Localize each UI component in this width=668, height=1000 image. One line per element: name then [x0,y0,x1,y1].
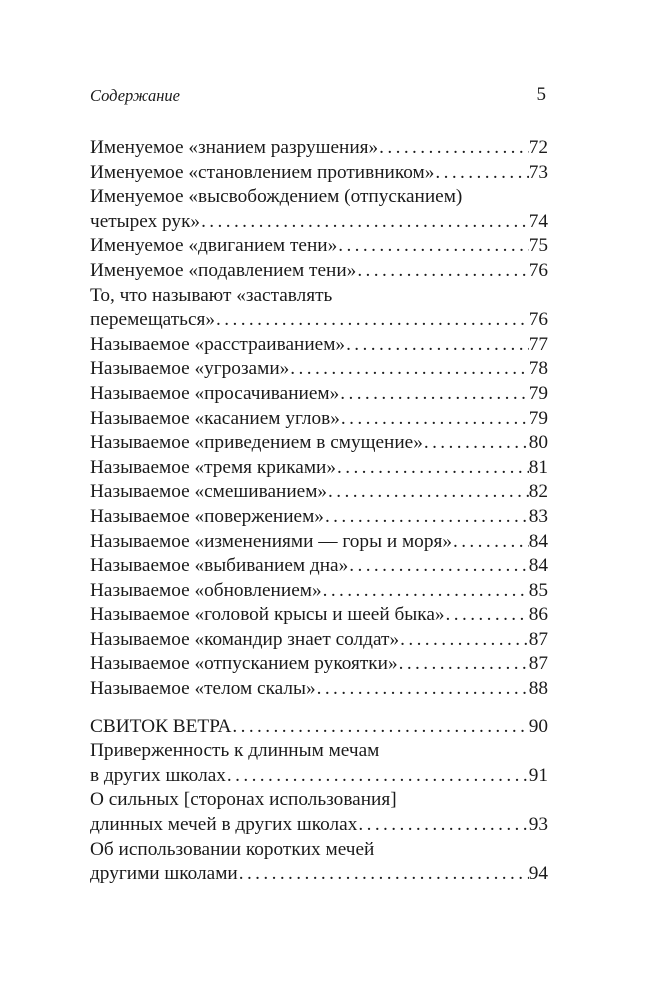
toc-entry-title: длинных мечей в других школах [90,814,358,836]
toc-entry-line [90,505,548,530]
toc-entry-page: 93 [528,814,548,836]
dot-leader [356,259,528,284]
dot-leader [316,677,529,702]
toc-entry-title: Об использовании коротких мечей [90,838,375,860]
toc-entry-title: Именуемое «становлением противником» [90,161,435,183]
toc-entry [90,628,548,653]
toc-entry-line [90,579,548,604]
dot-leader [200,210,529,235]
toc-entry-title: Приверженность к длинным мечам [90,740,380,762]
toc-entry-page: 87 [528,653,548,675]
toc-entry-line [90,788,548,813]
toc-entry-title: Именуемое «подавлением тени» [90,259,357,281]
toc-entry-line [90,333,548,358]
toc-entry-line [90,308,548,333]
toc-entry-line [90,480,548,505]
toc-entry-title: перемещаться» [90,309,216,331]
toc-entry [90,284,548,333]
toc-entry-page: 79 [528,382,548,404]
toc-entry [90,530,548,555]
dot-leader [324,505,529,530]
toc-entry-title: Называемое «выбиванием дна» [90,555,349,577]
toc-entry-page: 81 [528,456,548,478]
toc-entry-page: 91 [528,764,548,786]
dot-leader [378,136,529,161]
dot-leader [336,456,529,481]
toc-entry [90,136,548,161]
toc-entry-line [90,862,548,887]
toc-entry-line [90,357,548,382]
toc-entry-title: Называемое «просачиванием» [90,382,340,404]
toc-entry-title: Называемое «приведением в смущение» [90,432,423,454]
toc-entry-page: 83 [528,505,548,527]
toc-entry [90,554,548,579]
dot-leader [238,862,529,887]
toc-entry-title: Именуемое «высвобождением (отпусканием) [90,186,463,208]
dot-leader [345,333,529,358]
toc-group-techniques [90,136,548,702]
section-break [90,702,548,715]
toc-entry-line [90,715,548,740]
toc-entry-line [90,234,548,259]
toc-entry [90,838,548,887]
toc-entry [90,333,548,358]
toc-entry-title: Называемое «смешиванием» [90,481,328,503]
dot-leader [322,579,529,604]
toc-entry-page: 82 [528,481,548,503]
table-of-contents [90,136,548,887]
dot-leader [340,407,529,432]
toc-entry-line [90,136,548,161]
running-header-title: Содержание [90,86,181,105]
toc-entry-page: 90 [528,715,548,737]
toc-entry-title: Называемое «командир знает солдат» [90,628,400,650]
toc-entry [90,505,548,530]
toc-entry-page: 79 [528,407,548,429]
toc-entry [90,259,548,284]
dot-leader [337,234,528,259]
toc-entry [90,357,548,382]
toc-entry-title: СВИТОК ВЕТРА [90,715,232,737]
toc-entry [90,579,548,604]
dot-leader [226,764,529,789]
toc-entry [90,234,548,259]
toc-entry-page: 77 [528,333,548,355]
toc-entry-title: Называемое «обновлением» [90,579,322,601]
toc-entry-page: 84 [528,555,548,577]
toc-entry-title: Называемое «головой крысы и шеей быка» [90,604,445,626]
dot-leader [231,715,528,740]
toc-entry [90,603,548,628]
toc-entry-line [90,652,548,677]
toc-entry [90,480,548,505]
toc-entry-line [90,284,548,309]
running-header [90,86,546,112]
toc-entry-page: 72 [528,137,548,158]
dot-leader [434,161,528,186]
toc-entry [90,788,548,837]
toc-entry-title: другими школами [90,863,238,885]
toc-entry-page: 75 [528,235,548,257]
toc-entry-page: 76 [528,259,548,281]
toc-entry-title: Называемое «изменениями — горы и моря» [90,530,452,552]
toc-entry-line [90,407,548,432]
toc-entry-page: 78 [528,358,548,380]
toc-entry-line [90,382,548,407]
toc-entry-line [90,603,548,628]
dot-leader [399,628,529,653]
toc-entry-line [90,210,548,235]
toc-entry-line [90,456,548,481]
toc-entry-line [90,628,548,653]
dot-leader [215,308,529,333]
dot-leader [398,652,529,677]
toc-entry-title: четырех рук» [90,210,201,232]
toc-entry-line [90,739,548,764]
toc-entry-line [90,431,548,456]
toc-entry-title: Называемое «касанием углов» [90,407,340,429]
toc-entry-page: 76 [528,309,548,331]
toc-entry-page: 80 [528,432,548,454]
toc-entry-title: в других школах [90,764,226,786]
toc-entry-line [90,677,548,702]
toc-entry-title: Именуемое «двиганием тени» [90,235,338,257]
dot-leader [327,480,529,505]
toc-entry-line [90,161,548,186]
toc-entry-title: Называемое «повержением» [90,505,324,527]
toc-entry [90,407,548,432]
toc-entry-title: Называемое «отпусканием рукоятки» [90,653,398,675]
dot-leader [339,382,528,407]
toc-entry-line [90,530,548,555]
toc-entry [90,456,548,481]
toc-entry-page: 84 [528,530,548,552]
dot-leader [289,357,528,382]
toc-entry [90,652,548,677]
toc-entry-line [90,813,548,838]
toc-entry-page: 87 [528,628,548,650]
toc-entry-page: 94 [528,863,548,885]
toc-entry [90,431,548,456]
toc-entry-title: О сильных [сторонах использования] [90,789,397,811]
dot-leader [348,554,528,579]
page-number: 5 [536,84,546,105]
toc-entry-title: Называемое «телом скалы» [90,678,316,700]
toc-entry-line [90,185,548,210]
toc-entry-title: Называемое «расстраиванием» [90,333,346,355]
toc-entry-page: 73 [528,161,548,183]
toc-entry [90,161,548,186]
toc-entry [90,677,548,702]
toc-entry-title: Называемое «тремя криками» [90,456,336,478]
dot-leader [452,530,529,555]
toc-entry-title: То, что называют «заставлять [90,284,333,306]
toc-entry-page: 86 [528,604,548,626]
toc-entry-line [90,764,548,789]
toc-entry [90,382,548,407]
toc-entry-page: 74 [528,210,548,232]
toc-entry-line [90,838,548,863]
toc-entry [90,739,548,788]
toc-entry-line [90,554,548,579]
toc-group-wind-scroll [90,715,548,887]
toc-entry [90,715,548,740]
toc-entry-page: 88 [528,678,548,700]
toc-entry-line [90,259,548,284]
toc-entry-title: Именуемое «знанием разрушения» [90,137,379,158]
dot-leader [445,603,529,628]
toc-entry-page: 85 [528,579,548,601]
toc-entry-title: Называемое «угрозами» [90,358,290,380]
dot-leader [423,431,529,456]
toc-entry [90,185,548,234]
dot-leader [357,813,528,838]
